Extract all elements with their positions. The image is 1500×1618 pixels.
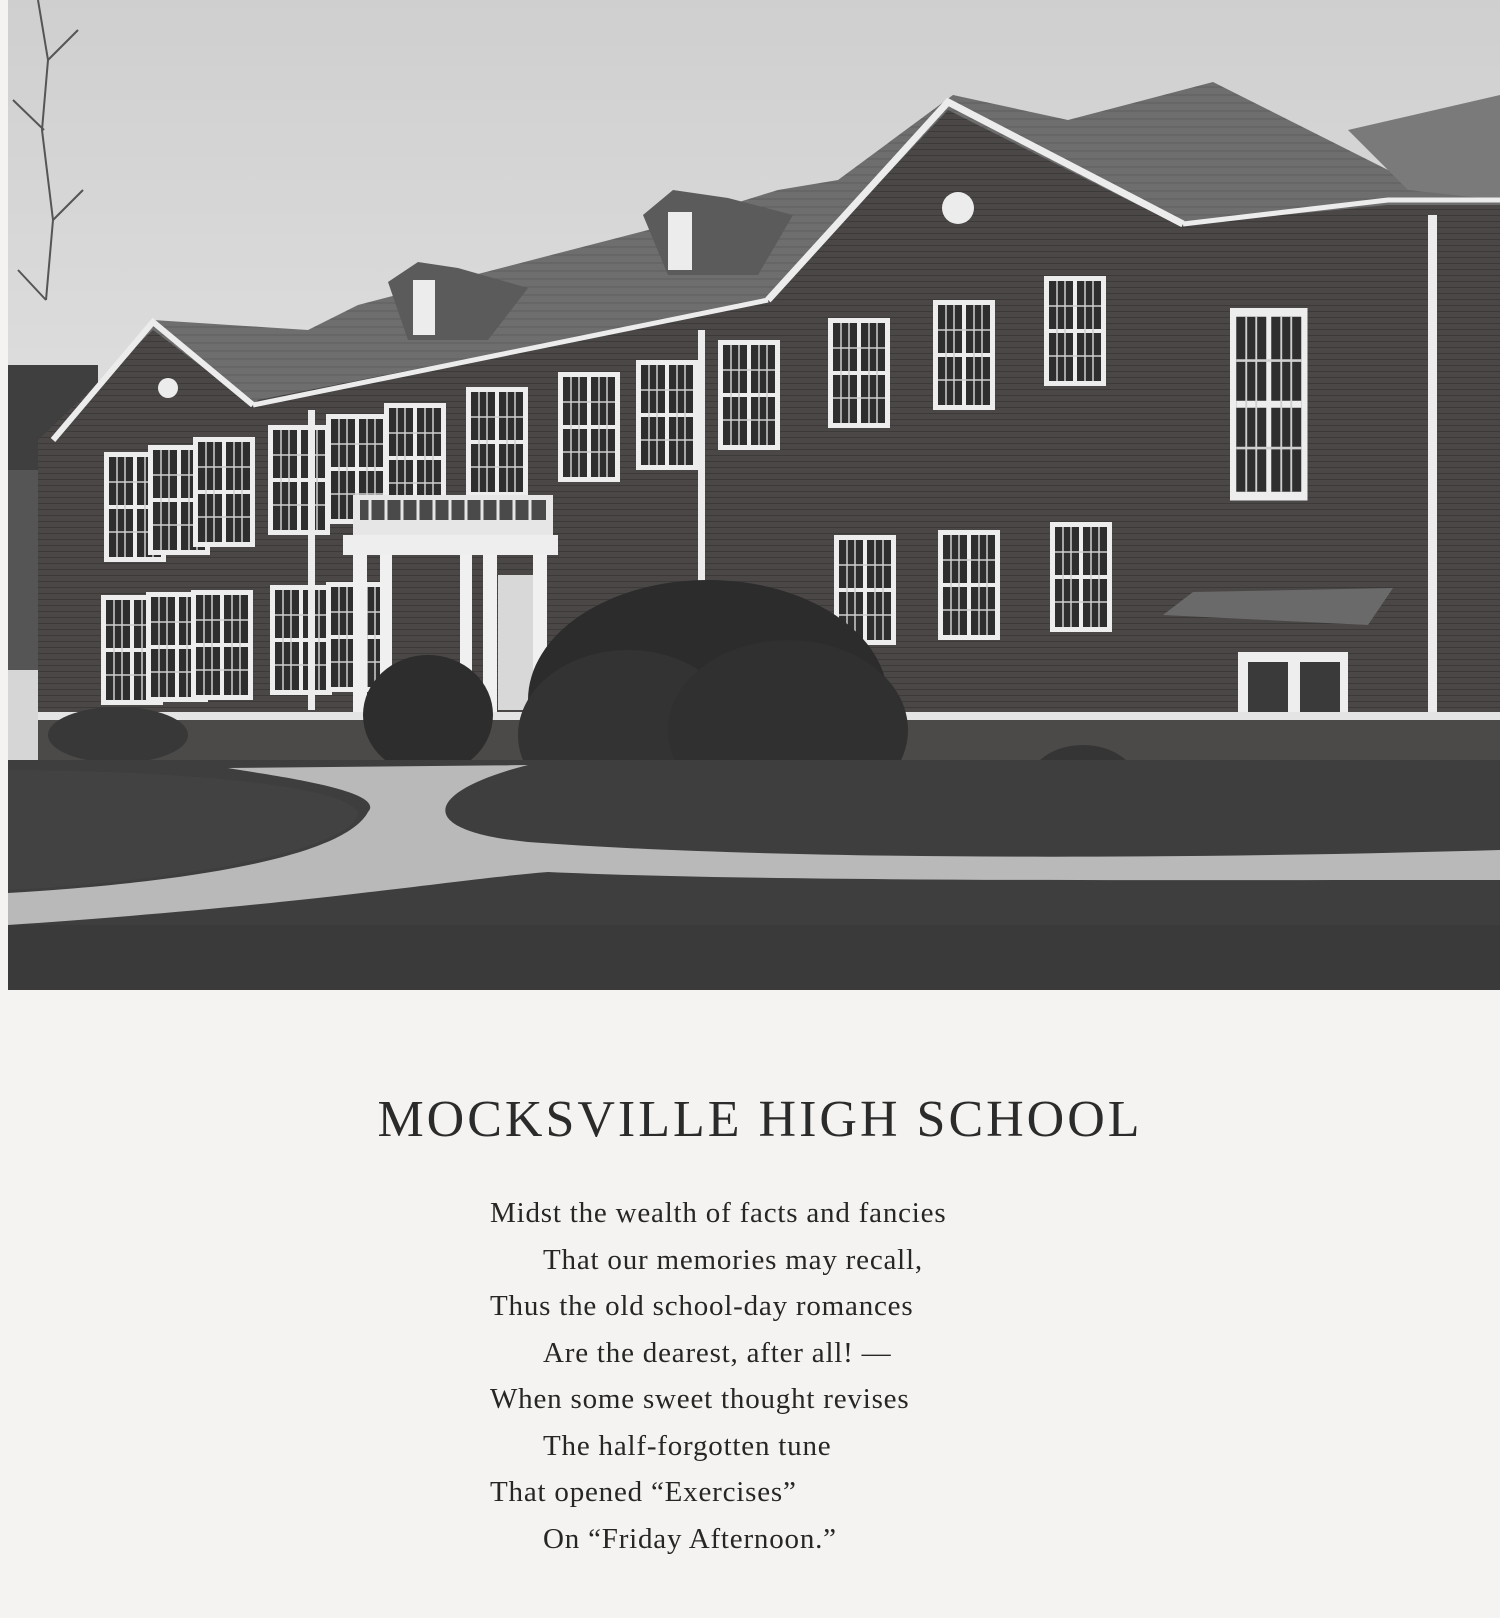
poem-line: Are the dearest, after all! — [543, 1336, 892, 1369]
poem [490, 1190, 1190, 1562]
poem-line: Thus the old school-day romances [490, 1290, 914, 1322]
poem-line: The half-forgotten tune [543, 1429, 832, 1462]
poem-line: That opened “Exercises” [490, 1476, 797, 1508]
poem-line: That our memories may recall, [543, 1243, 923, 1276]
poem-line: On “Friday Afternoon.” [543, 1522, 837, 1555]
school-building-illustration [8, 0, 1500, 990]
poem-line: Midst the wealth of facts and fancies [490, 1197, 947, 1229]
school-building-photo [8, 0, 1500, 990]
page-title: MOCKSVILLE HIGH SCHOOL [377, 1091, 1143, 1148]
poem-line: When some sweet thought revises [490, 1383, 910, 1415]
